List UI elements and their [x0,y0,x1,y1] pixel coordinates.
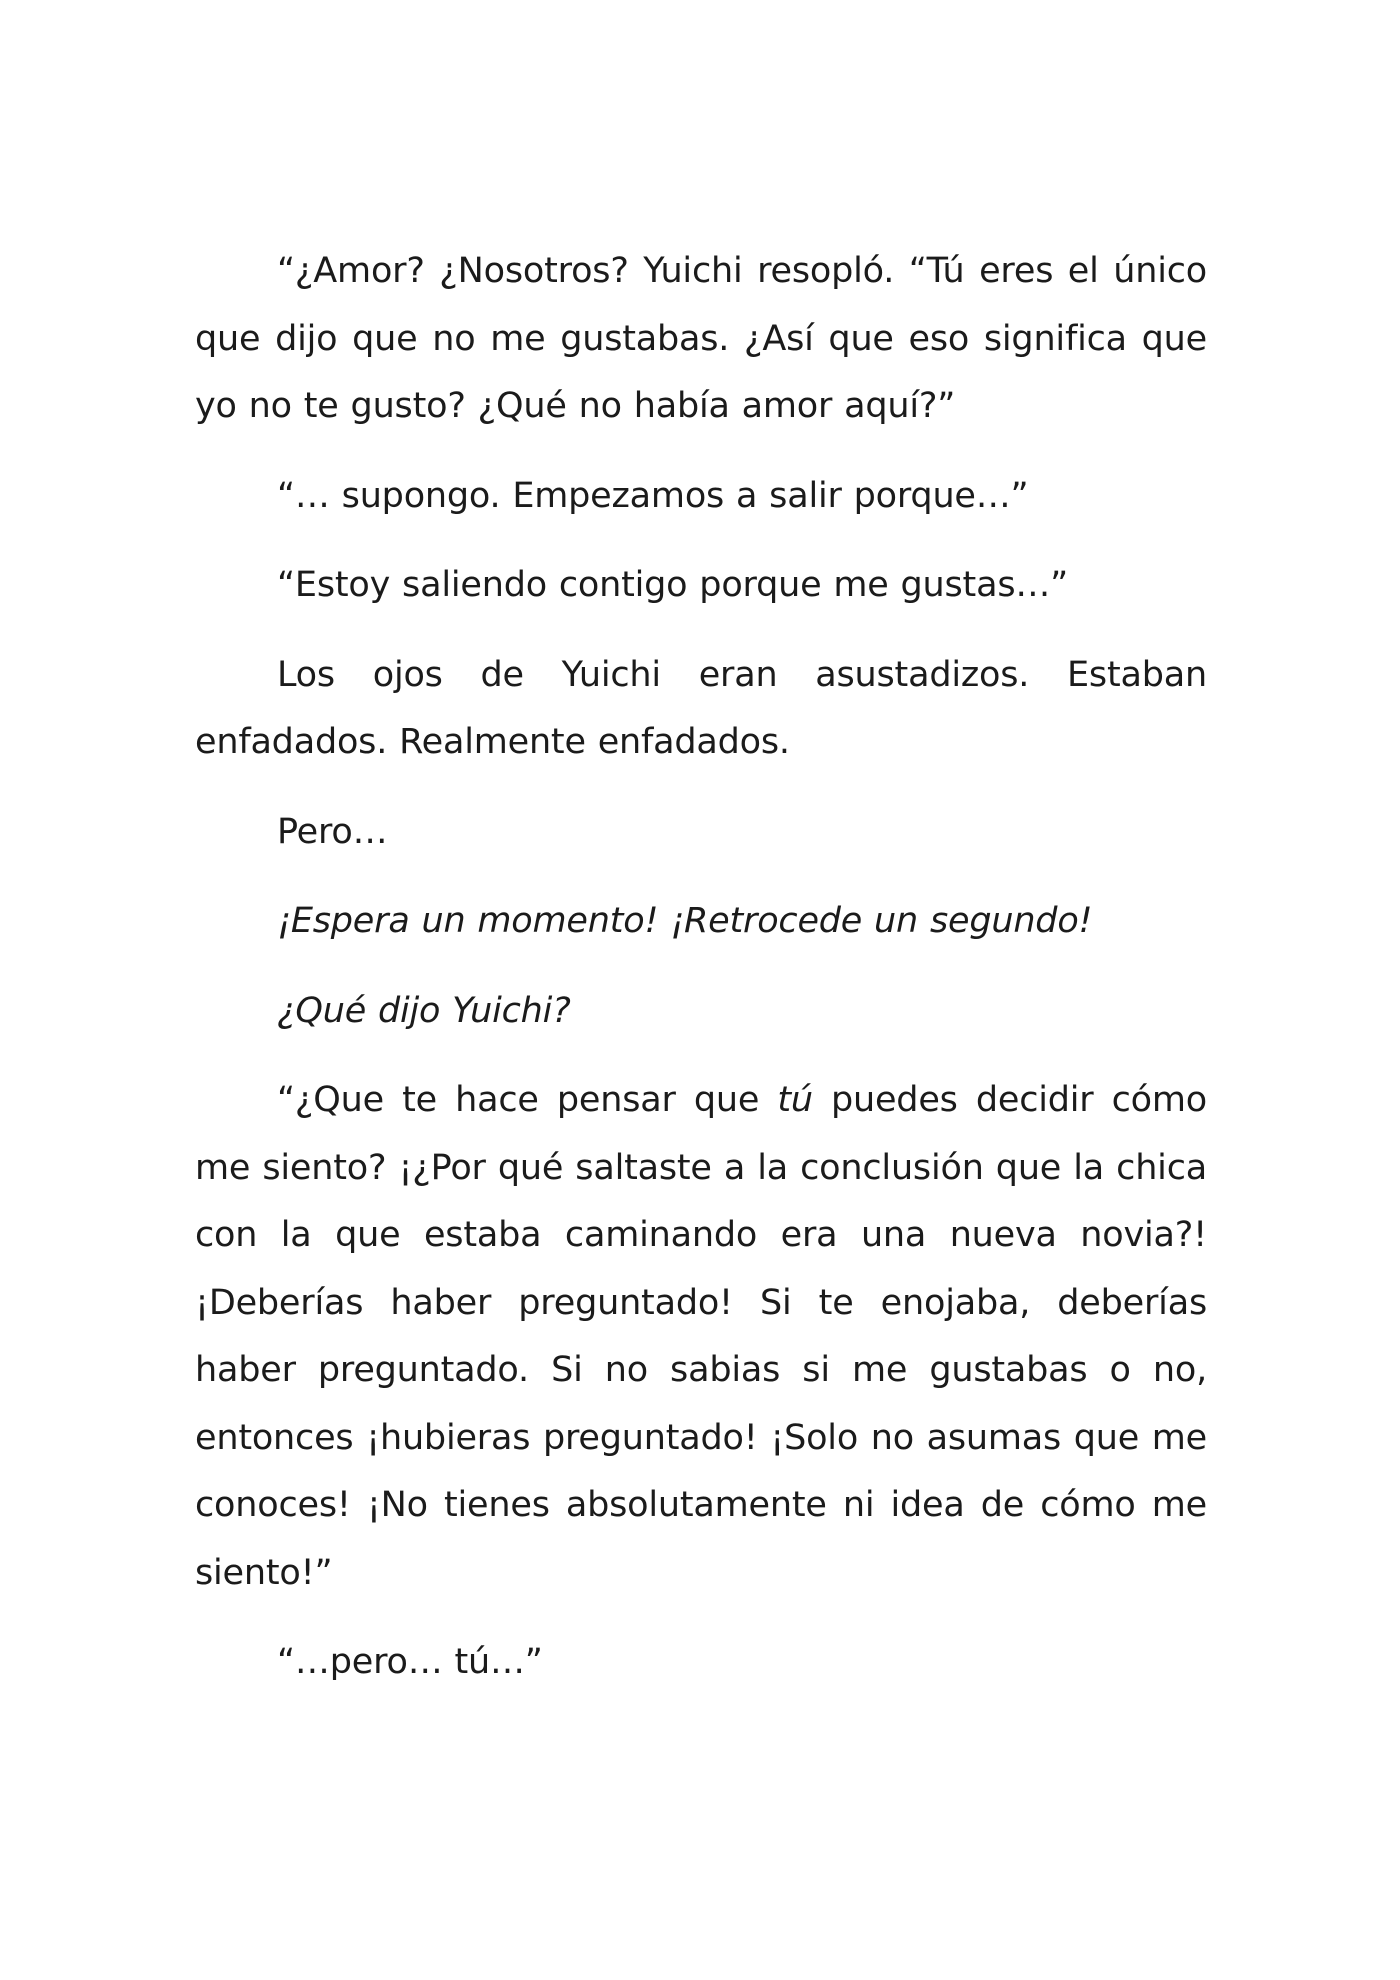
paragraph-7-italic: ¿Qué dijo Yuichi? [277,990,571,1031]
paragraph-8 [195,1067,1207,1607]
paragraph-9: “…pero… tú…” [277,1642,543,1682]
paragraph-2: “… supongo. Empezamos a salir porque…” [277,475,1029,516]
paragraph-4: Los ojos de Yuichi eran asustadizos. Estaban enfadados. Realmente enfadados. [195,654,1207,762]
paragraph-8-part-2: puedes decidir cómo me siento? ¡¿Por qué saltaste a la conclusión que la chica con la que estaba caminando era una nueva novia?! ¡Deberías haber preguntado! Si te enojaba, deberías haber preguntado. Si no sabias si me gustabas o no, entonces ¡hubieras preguntado! ¡Solo no asumas que me conoces! ¡No tienes absolutamente ni idea de cómo me siento!” [195,1080,1207,1593]
paragraph-8-part-1: “¿Que te hace pensar que [277,1080,778,1120]
paragraph-5: Pero… [277,811,388,852]
paragraph-3: “Estoy saliendo contigo porque me gustas…” [277,565,1069,605]
page-body-text [195,238,1207,1719]
paragraph-1: “¿Amor? ¿Nosotros? Yuichi resopló. “Tú eres el único que dijo que no me gustabas. ¿Así que eso significa que yo no te gusto? ¿Qué no había amor aquí?” [195,251,1207,426]
paragraph-8-emphasis: tú [777,1080,813,1120]
paragraph-6-italic: ¡Espera un momento! ¡Retrocede un segundo! [277,901,1093,941]
